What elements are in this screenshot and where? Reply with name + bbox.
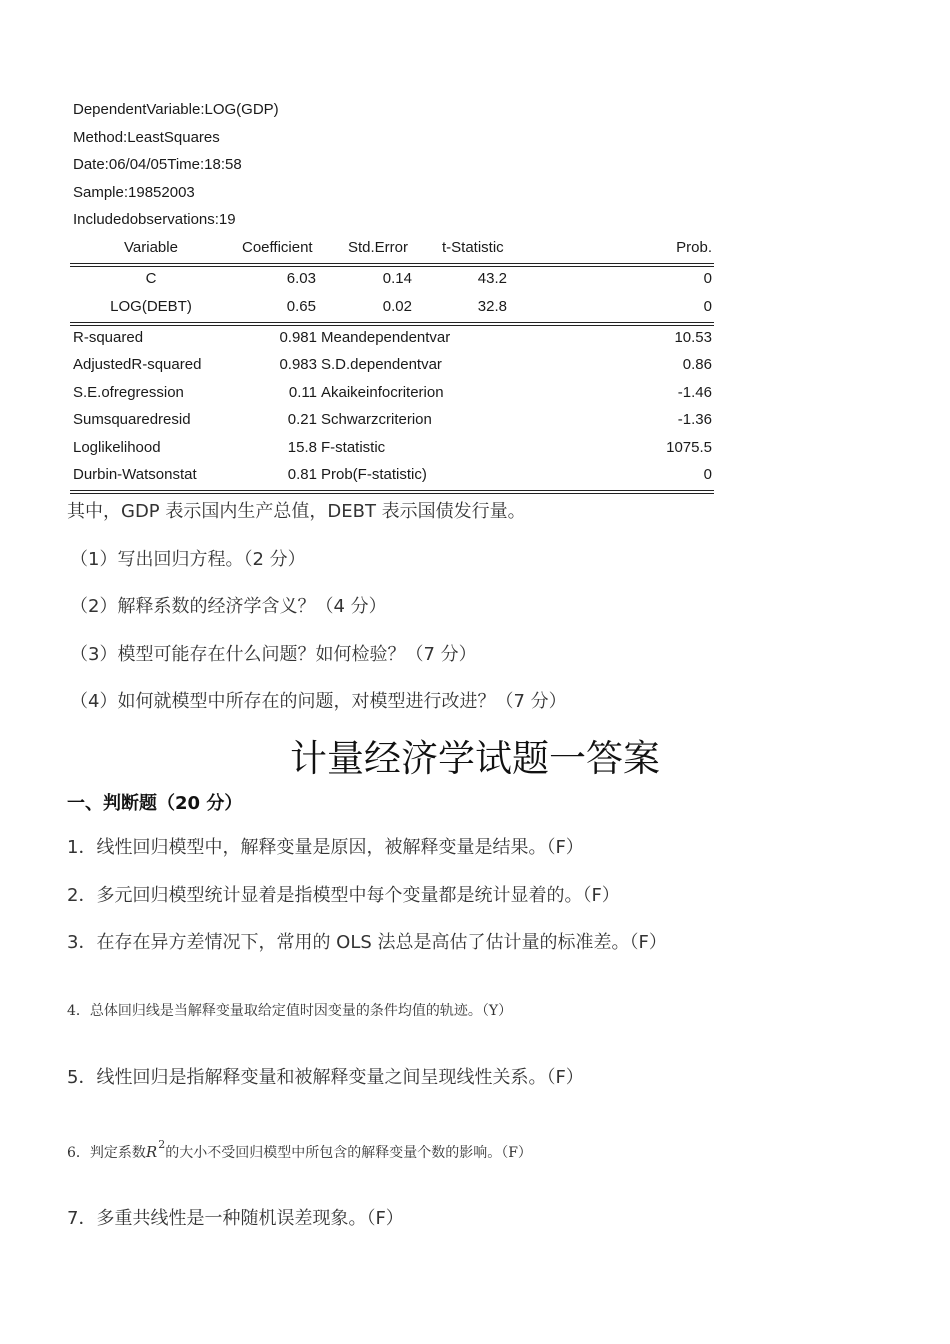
- answer-title: 计量经济学试题一答案: [290, 737, 660, 780]
- stat-label-adjusted-r-squared: AdjustedR-squared: [73, 356, 202, 373]
- stat-label-sd-dependent: S.D.dependentvar: [321, 356, 442, 373]
- r-squared-superscript: 2: [158, 1138, 166, 1151]
- row-c-variable: C: [145, 270, 157, 287]
- row-logdebt-t-statistic: 32.8: [477, 298, 507, 315]
- column-header-variable: Variable: [124, 239, 178, 256]
- tf-item-2: 2．多元回归模型统计显着是指模型中每个变量都是统计显着的。（F）: [67, 885, 620, 906]
- tf-item-4: 4．总体回归线是当解释变量取给定值时因变量的条件均值的轨迹。（Y）: [67, 1003, 513, 1019]
- question-2: （2）解释系数的经济学含义？（4 分）: [70, 596, 387, 617]
- stat-value-mean-dependent: 10.53: [674, 329, 712, 346]
- regression-observations: Includedobservations:19: [73, 211, 236, 228]
- tf-item-6: [67, 1138, 532, 1164]
- row-c-std-error: 0.14: [382, 270, 412, 287]
- stat-label-r-squared: R-squared: [73, 329, 144, 346]
- tf-item-1: 1．线性回归模型中，解释变量是原因，被解释变量是结果。（F）: [67, 837, 584, 858]
- r-squared-symbol: R: [145, 1143, 158, 1161]
- column-header-coefficient: Coefficient: [242, 239, 313, 256]
- row-logdebt-variable: LOG(DEBT): [110, 298, 192, 315]
- tf-item-6-suffix: 的大小不受回归模型中所包含的解释变量个数的影响。（F）: [165, 1145, 532, 1161]
- column-header-t-statistic: t-Statistic: [442, 239, 504, 256]
- tf-item-6-prefix: 6．判定系数: [67, 1145, 146, 1161]
- row-c-coefficient: 6.03: [286, 270, 316, 287]
- stat-value-sum-squared-resid: 0.21: [287, 411, 317, 428]
- stat-label-log-likelihood: Loglikelihood: [73, 439, 161, 456]
- tf-item-7: 7．多重共线性是一种随机误差现象。（F）: [67, 1208, 404, 1229]
- stat-value-prob-f-statistic: 0: [703, 466, 712, 483]
- row-logdebt-coefficient: 0.65: [286, 298, 316, 315]
- row-logdebt-prob: 0: [703, 298, 712, 315]
- column-header-std-error: Std.Error: [348, 239, 409, 256]
- regression-sample: Sample:19852003: [73, 184, 195, 201]
- section-title-true-false: 一、判断题（20 分）: [67, 793, 243, 814]
- stat-value-schwarz: -1.36: [677, 411, 712, 428]
- regression-dependent-variable: DependentVariable:LOG(GDP): [73, 101, 279, 118]
- variable-note: 其中，GDP 表示国内生产总值，DEBT 表示国债发行量。: [67, 501, 526, 522]
- row-c-prob: 0: [703, 270, 712, 287]
- row-c-t-statistic: 43.2: [477, 270, 507, 287]
- regression-method: Method:LeastSquares: [73, 129, 220, 146]
- stat-value-adjusted-r-squared: 0.983: [279, 356, 317, 373]
- tf-item-5: 5．线性回归是指解释变量和被解释变量之间呈现线性关系。（F）: [67, 1067, 584, 1088]
- question-1: （1）写出回归方程。（2 分）: [70, 549, 306, 570]
- stat-label-prob-f-statistic: Prob(F-statistic): [321, 466, 427, 483]
- stat-value-se-regression: 0.11: [288, 384, 317, 401]
- stat-label-f-statistic: F-statistic: [321, 439, 386, 456]
- question-4: （4）如何就模型中所存在的问题，对模型进行改进？（7 分）: [70, 691, 567, 712]
- stat-value-sd-dependent: 0.86: [682, 356, 712, 373]
- table-middle-rule-2: [70, 325, 714, 326]
- stat-label-schwarz: Schwarzcriterion: [321, 411, 432, 428]
- row-logdebt-std-error: 0.02: [382, 298, 412, 315]
- question-3: （3）模型可能存在什么问题？如何检验？（7 分）: [70, 644, 477, 665]
- stat-label-durbin-watson: Durbin-Watsonstat: [73, 466, 197, 483]
- stat-value-f-statistic: 1075.5: [666, 439, 712, 456]
- stat-value-r-squared: 0.981: [279, 329, 317, 346]
- stat-value-akaike: -1.46: [677, 384, 712, 401]
- table-header-rule-2: [70, 266, 714, 267]
- regression-date: Date:06/04/05Time:18:58: [73, 156, 242, 173]
- stat-value-durbin-watson: 0.81: [287, 466, 317, 483]
- table-bottom-rule-2: [70, 493, 714, 494]
- table-bottom-rule: [70, 490, 714, 491]
- column-header-prob: Prob.: [676, 239, 712, 256]
- stat-value-log-likelihood: 15.8: [287, 439, 317, 456]
- stat-label-mean-dependent: Meandependentvar: [321, 329, 451, 346]
- stat-label-sum-squared-resid: Sumsquaredresid: [73, 411, 191, 428]
- stat-label-se-regression: S.E.ofregression: [73, 384, 184, 401]
- tf-item-3: 3．在存在异方差情况下，常用的 OLS 法总是高估了估计量的标准差。（F）: [67, 932, 667, 953]
- table-header-rule: [70, 263, 714, 264]
- table-middle-rule: [70, 322, 714, 323]
- stat-label-akaike: Akaikeinfocriterion: [321, 384, 444, 401]
